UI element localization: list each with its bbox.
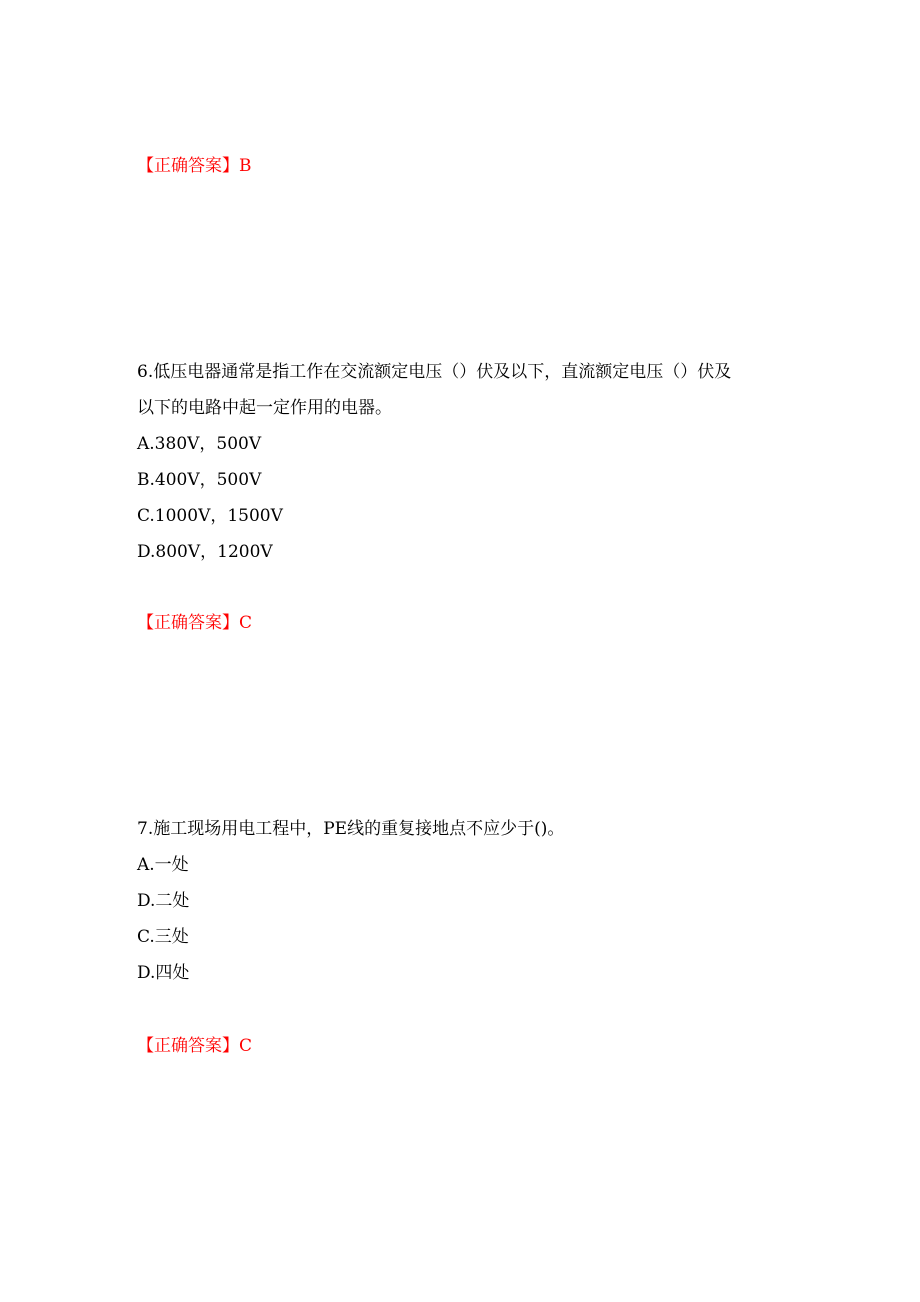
answer-label: 【正确答案】 [137,1036,239,1056]
answer-value: C [239,1036,253,1056]
question-text-line-1: 6.低压电器通常是指工作在交流额定电压（）伏及以下，直流额定电压（）伏及 [137,362,732,382]
option-c: C.三处 [137,927,189,947]
option-b: D.二处 [137,891,190,911]
answer-line-2 [137,612,252,634]
answer-line-3 [137,1035,252,1057]
option-a: A.一处 [137,855,189,875]
answer-label: 【正确答案】 [137,613,239,633]
option-b: B.400V，500V [137,470,262,490]
option-a: A.380V，500V [137,434,262,454]
option-c: C.1000V，1500V [137,506,283,526]
option-d: D.800V，1200V [137,542,273,562]
answer-label: 【正确答案】 [137,156,239,176]
question-text-line-2: 以下的电路中起一定作用的电器。 [137,398,392,418]
option-d: D.四处 [137,963,190,983]
answer-line-1 [137,155,252,177]
answer-value: C [239,613,253,633]
question-7 [137,811,797,991]
answer-value: B [239,156,252,176]
question-6 [137,354,797,570]
question-text-line-1: 7.施工现场用电工程中，PE线的重复接地点不应少于()。 [137,819,565,839]
